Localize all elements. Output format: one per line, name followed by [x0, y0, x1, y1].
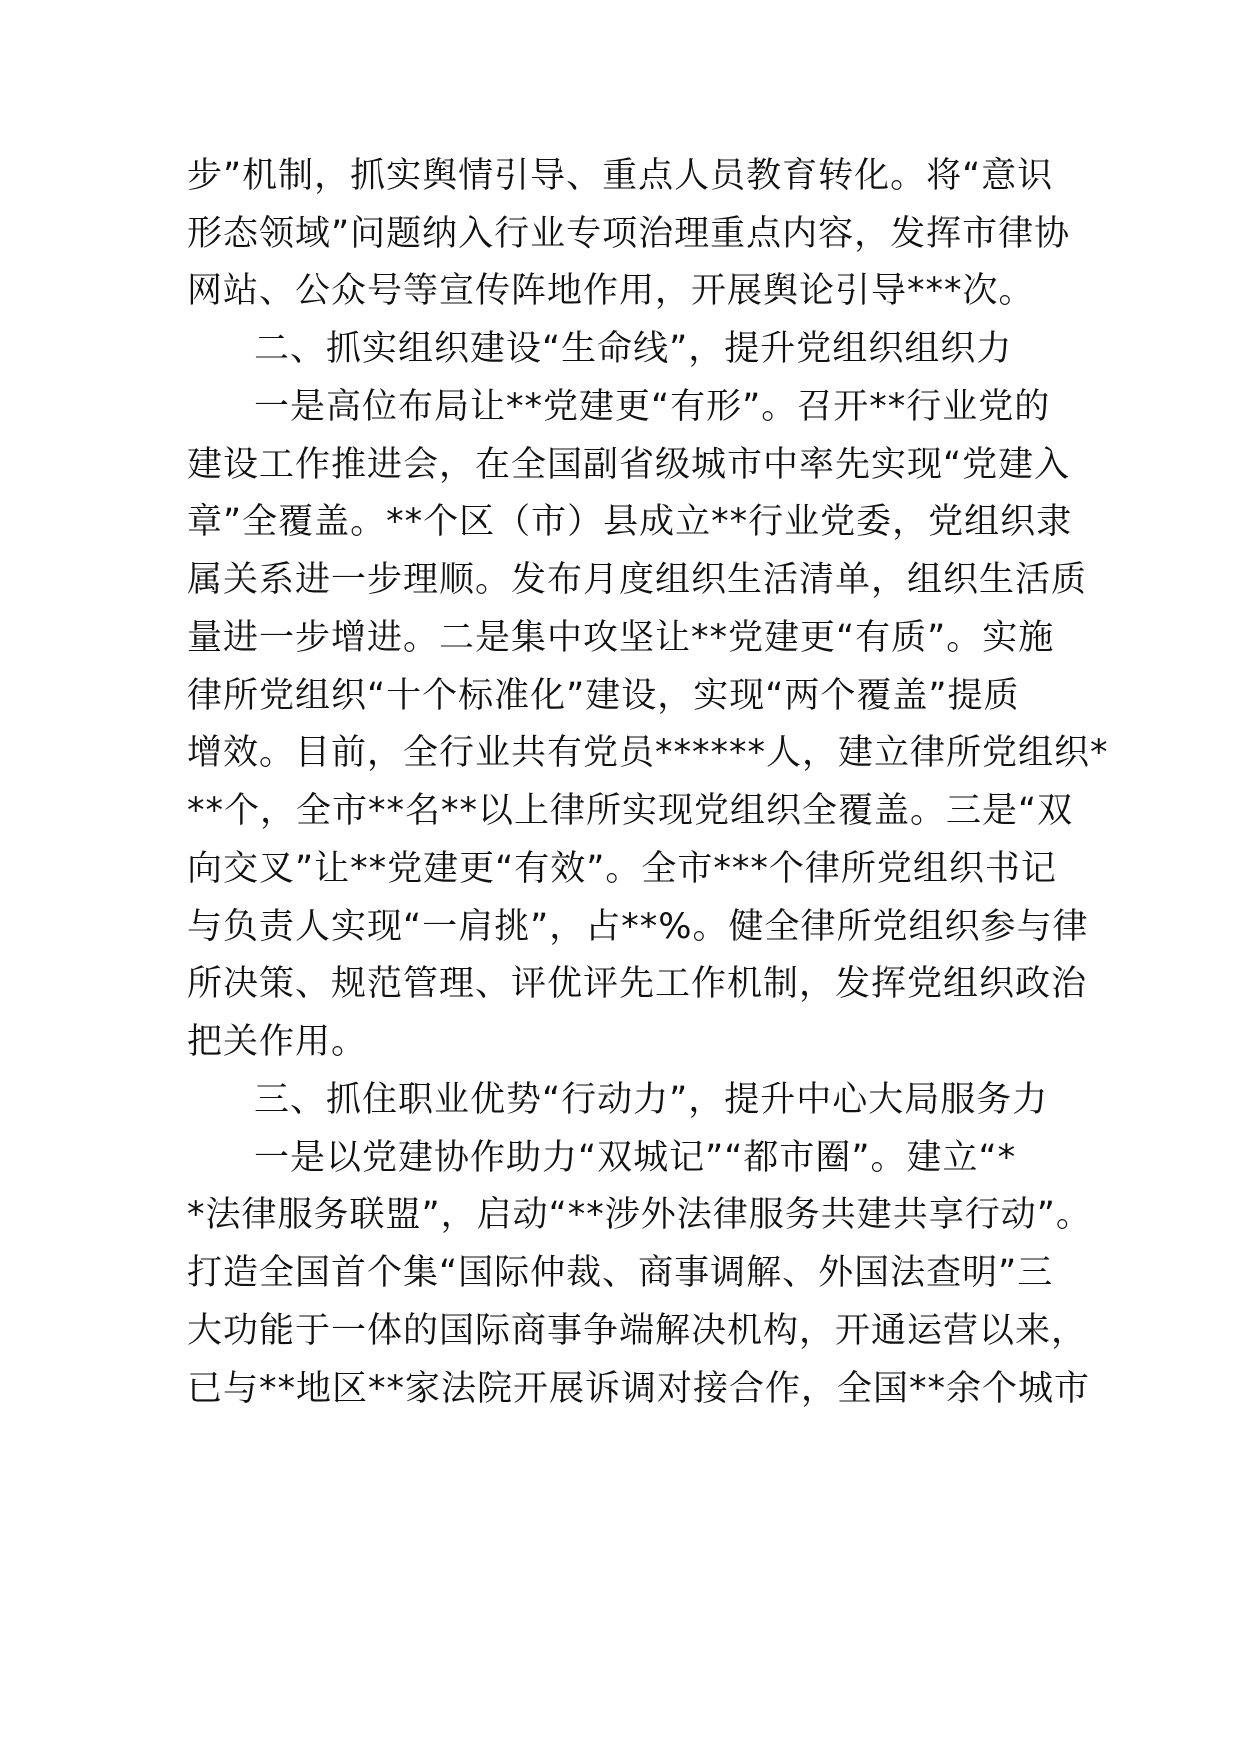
text-line: 把关作用。	[187, 1022, 368, 1062]
text-line: 增效。目前，全行业共有党员******人，建立律所党组织*	[187, 733, 1109, 773]
text-line: 网站、公众号等宣传阵地作用，开展舆论引导***次。	[187, 271, 1035, 311]
text-line: 属关系进一步理顺。发布月度组织生活清单，组织生活质	[187, 560, 1088, 600]
text-line: **个，全市**名**以上律所实现党组织全覆盖。三是“双	[187, 791, 1074, 831]
text-line: *法律服务联盟”，启动“**涉外法律服务共建共享行动”。	[187, 1195, 1092, 1235]
text-line: 章”全覆盖。**个区（市）县成立**行业党委，党组织隶	[187, 502, 1073, 542]
text-line: 大功能于一体的国际商事争端解决机构，开通运营以来，	[187, 1311, 1088, 1351]
text-line: 与负责人实现“一肩挑”，占**%。健全律所党组织参与律	[187, 907, 1089, 947]
text-line: 量进一步增进。二是集中攻坚让**党建更“有质”。实施	[187, 618, 1055, 658]
text-line: 所决策、规范管理、评优评先工作机制，发挥党组织政治	[187, 964, 1088, 1004]
text-line: 一是高位布局让**党建更“有形”。召开**行业党的	[254, 387, 1051, 427]
text-line: 建设工作推进会，在全国副省级城市中率先实现“党建入	[187, 445, 1071, 485]
text-line: 一是以党建协作助力“双城记”“都市圈”。建立“*	[254, 1138, 1017, 1178]
text-line: 向交叉”让**党建更“有效”。全市***个律所党组织书记	[187, 849, 1057, 889]
text-line: 律所党组织“十个标准化”建设，实现“两个覆盖”提质	[187, 676, 1020, 716]
text-line: 打造全国首个集“国际仲裁、商事调解、外国法查明”三	[187, 1253, 1054, 1293]
text-line: 已与**地区**家法院开展诉调对接合作，全国**余个城市	[187, 1369, 1091, 1409]
section-heading: 三、抓住职业优势“行动力”，提升中心大局服务力	[254, 1080, 1049, 1120]
text-line: 步”机制，抓实舆情引导、重点人员教育转化。将“意识	[187, 156, 1054, 196]
section-heading: 二、抓实组织建设“生命线”，提升党组织组织力	[254, 329, 1013, 369]
text-line: 形态领域”问题纳入行业专项治理重点内容，发挥市律协	[187, 214, 1071, 254]
